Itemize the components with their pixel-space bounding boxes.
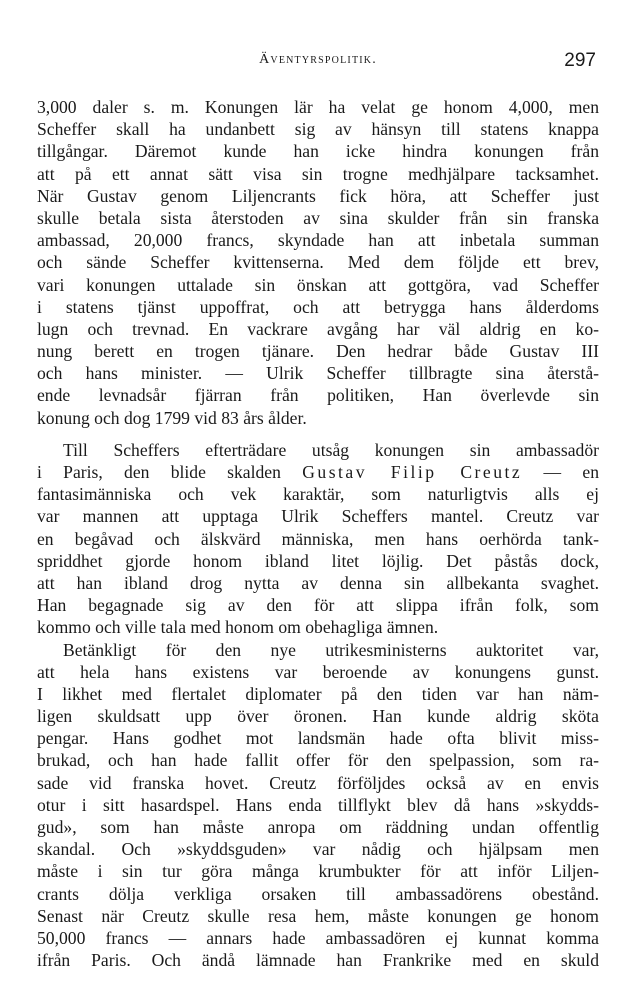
line-prefix: i Paris, den blide skalden xyxy=(37,462,281,482)
text-line: måste i sin tur göra många krumbukter för att inför Liljen- xyxy=(37,861,599,882)
page-number: 297 xyxy=(564,50,596,71)
text-line: Till Scheffers efterträdare utsåg konungen sin ambassadör xyxy=(63,439,599,460)
text-line: tillgångar. Däremot kunde han icke hindra konungen från xyxy=(37,141,599,162)
paragraph-2 xyxy=(37,439,599,639)
paragraph-1 xyxy=(37,96,599,429)
text-line: fantasimänniska och vek karaktär, som naturligtvis alls ej xyxy=(37,484,599,505)
text-line: ifrån Paris. Och ändå lämnade han Frankrike med en skuld xyxy=(37,950,599,971)
body-text xyxy=(37,96,599,971)
text-line: crants dölja verkliga orsaken till ambassadörens obestånd. xyxy=(37,883,599,904)
text-line: skulle betala sista återstoden av sina skulder från sin franska xyxy=(37,207,599,228)
text-line: Scheffer skall ha undanbett sig av hänsyn till statens knappa xyxy=(37,119,599,140)
text-line: nung berett en trogen tjänare. Den hedrar både Gustav III xyxy=(37,341,599,362)
running-head xyxy=(40,50,596,74)
text-line: skandal. Och »skyddsguden» var nådig och hjälpsam men xyxy=(37,839,599,860)
text-line: att han ibland drog nytta av denna sin allbekanta svaghet. xyxy=(37,572,599,593)
text-line: 50,000 francs — annars hade ambassadören ej kunnat komma xyxy=(37,927,599,948)
paragraph-3 xyxy=(37,639,599,972)
text-line: i statens tjänst uppoffrat, och att betrygga hans ålderdoms xyxy=(37,296,599,317)
text-line: gud», som han måste anropa om räddning undan offentlig xyxy=(37,817,599,837)
running-title: Äventyrspolitik. xyxy=(259,52,377,67)
text-line: var mannen att upptaga Ulrik Scheffers mantel. Creutz var xyxy=(37,506,599,527)
text-line: kommo och ville tala med honom om obehagliga ämnen. xyxy=(37,617,439,638)
text-line: ligen skuldsatt upp över öronen. Han kunde aldrig sköta xyxy=(37,706,599,727)
text-line: otur i sitt hasardspel. Hans enda tillflykt blev då hans »skydds- xyxy=(37,794,599,815)
text-line: att hela hans existens var beroende av konungens gunst. xyxy=(37,661,599,682)
text-line: vari konungen uttalade sin önskan att gottgöra, vad Scheffer xyxy=(37,274,599,295)
text-line: sade vid franska hovet. Creutz förföljdes också av en envis xyxy=(37,772,599,793)
text-line: ambassad, 20,000 francs, skyndade han att inbetala summan xyxy=(37,230,599,251)
line-suffix: — en xyxy=(543,462,599,482)
text-line: lugn och trevnad. En vackrare avgång har väl aldrig en ko- xyxy=(37,318,599,339)
text-line: en begåvad och älskvärd människa, men hans oerhörda tank- xyxy=(37,528,599,549)
text-line: Senast när Creutz skulle resa hem, måste konungen ge honom xyxy=(37,905,599,926)
text-line: spriddhet gjorde honom ibland litet löjlig. Det påstås dock, xyxy=(37,550,599,571)
text-line: Betänkligt för den nye utrikesministerns auktoritet var, xyxy=(63,639,599,660)
text-line: och hans minister. — Ulrik Scheffer tillbragte sina återstå- xyxy=(37,363,599,384)
text-line: och sände Scheffer kvittenserna. Med dem följde ett brev, xyxy=(37,252,599,273)
text-line: I likhet med flertalet diplomater på den tiden var han näm- xyxy=(37,683,599,704)
text-line: 3,000 daler s. m. Konungen lär ha velat ge honom 4,000, men xyxy=(37,97,599,117)
text-line-with-name xyxy=(37,461,599,483)
text-line: Han begagnade sig av den för att slippa ifrån folk, som xyxy=(37,595,599,616)
text-line: att på ett annat sätt visa sin trogne medhjälpare tacksamhet. xyxy=(37,163,599,184)
text-line: pengar. Hans godhet mot landsmän hade ofta blivit miss- xyxy=(37,728,599,749)
text-line: konung och dog 1799 vid 83 års ålder. xyxy=(37,407,307,428)
text-line: ende levnadsår fjärran från politiken, Han överlevde sin xyxy=(37,385,599,406)
text-line: När Gustav genom Liljencrants fick höra, att Scheffer just xyxy=(37,185,599,206)
spaced-person-name: Gustav Filip Creutz xyxy=(302,462,523,482)
text-line: brukad, och han hade fallit offer för den spelpassion, som ra- xyxy=(37,750,599,771)
